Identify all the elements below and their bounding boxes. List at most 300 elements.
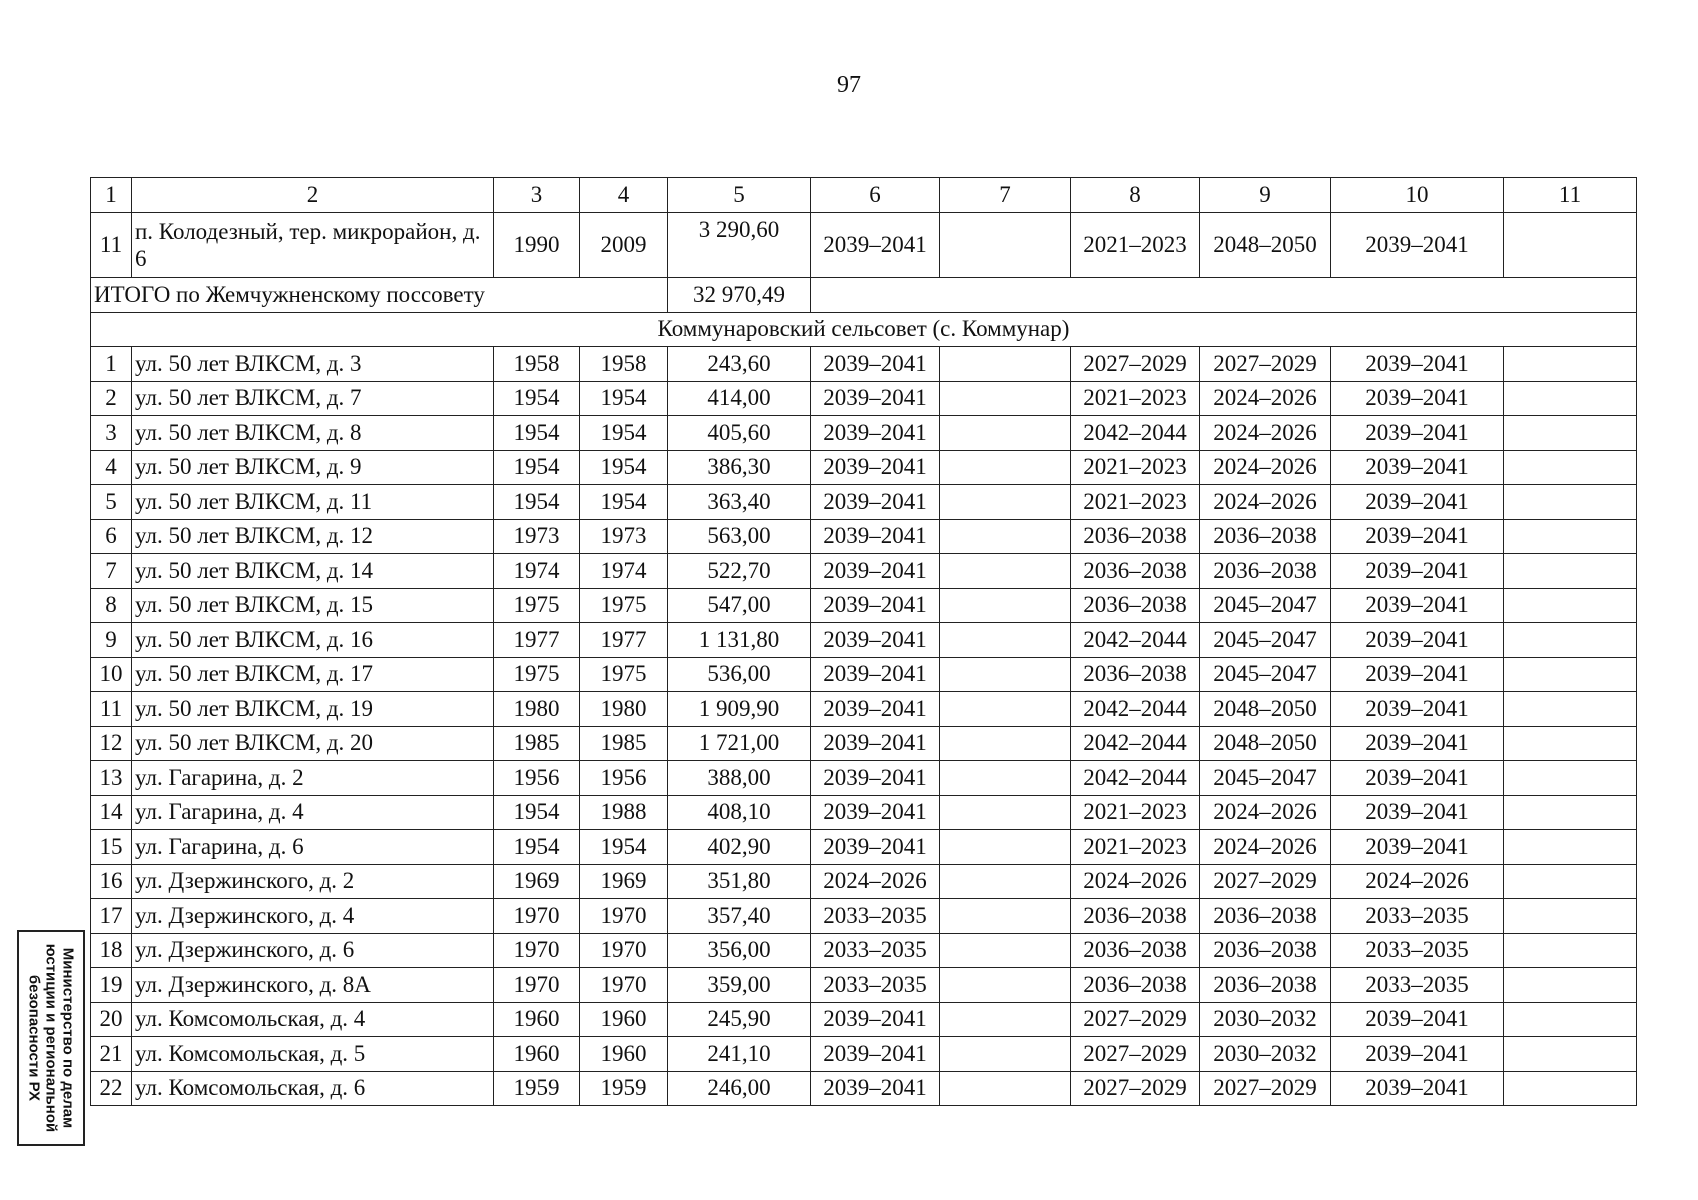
empty-cell: [1504, 761, 1637, 796]
year-built-cell: 1990: [494, 213, 580, 278]
period-cell: 2039–2041: [811, 381, 940, 416]
empty-cell: [1504, 588, 1637, 623]
period-cell: 2039–2041: [1331, 761, 1504, 796]
empty-cell: [940, 519, 1071, 554]
period-cell: 2036–2038: [1071, 657, 1200, 692]
column-number-cell: 3: [494, 178, 580, 213]
column-number-cell: 8: [1071, 178, 1200, 213]
period-cell: 2039–2041: [811, 588, 940, 623]
period-cell: 2036–2038: [1200, 933, 1331, 968]
year-cell: 1974: [580, 554, 668, 589]
period-cell: 2039–2041: [1331, 416, 1504, 451]
period-cell: 2039–2041: [1331, 554, 1504, 589]
address-cell: ул. 50 лет ВЛКСМ, д. 16: [132, 623, 494, 658]
row-number-cell: 10: [91, 657, 132, 692]
period-cell: 2039–2041: [811, 416, 940, 451]
empty-cell: [1504, 899, 1637, 934]
column-number-cell: 6: [811, 178, 940, 213]
year-built-cell: 1970: [494, 899, 580, 934]
empty-cell: [1504, 933, 1637, 968]
period-cell: 2039–2041: [1331, 588, 1504, 623]
empty-cell: [940, 795, 1071, 830]
period-cell: 2039–2041: [811, 1071, 940, 1106]
period-cell: 2039–2041: [811, 761, 940, 796]
period-cell: 2036–2038: [1071, 899, 1200, 934]
period-cell: 2039–2041: [811, 657, 940, 692]
area-cell: 351,80: [668, 864, 811, 899]
period-cell: 2021–2023: [1071, 450, 1200, 485]
table-row: [91, 450, 1637, 485]
year-cell: 1980: [580, 692, 668, 727]
table-row: [91, 213, 1637, 278]
address-cell: ул. Гагарина, д. 6: [132, 830, 494, 865]
empty-cell: [1504, 795, 1637, 830]
year-cell: 1975: [580, 588, 668, 623]
year-built-cell: 1974: [494, 554, 580, 589]
year-built-cell: 1954: [494, 416, 580, 451]
period-cell: 2027–2029: [1071, 1002, 1200, 1037]
address-cell: ул. 50 лет ВЛКСМ, д. 7: [132, 381, 494, 416]
section-row: [91, 312, 1637, 347]
year-built-cell: 1954: [494, 450, 580, 485]
total-value: 32 970,49: [668, 278, 811, 313]
period-cell: 2039–2041: [811, 830, 940, 865]
year-built-cell: 1973: [494, 519, 580, 554]
table-row: [91, 1071, 1637, 1106]
address-cell: ул. 50 лет ВЛКСМ, д. 15: [132, 588, 494, 623]
year-cell: 1954: [580, 450, 668, 485]
address-cell: ул. Дзержинского, д. 8А: [132, 968, 494, 1003]
address-cell: ул. 50 лет ВЛКСМ, д. 17: [132, 657, 494, 692]
period-cell: 2042–2044: [1071, 692, 1200, 727]
address-cell: ул. Дзержинского, д. 6: [132, 933, 494, 968]
empty-cell: [1504, 1002, 1637, 1037]
period-cell: 2024–2026: [1200, 450, 1331, 485]
table-row: [91, 933, 1637, 968]
period-cell: 2021–2023: [1071, 213, 1200, 278]
area-cell: 386,30: [668, 450, 811, 485]
area-cell: 356,00: [668, 933, 811, 968]
period-cell: 2045–2047: [1200, 657, 1331, 692]
column-number-row: [91, 178, 1637, 213]
period-cell: 2021–2023: [1071, 485, 1200, 520]
year-built-cell: 1956: [494, 761, 580, 796]
total-label: ИТОГО по Жемчужненскому поссовету: [91, 278, 668, 313]
row-number-cell: 6: [91, 519, 132, 554]
column-number-cell: 1: [91, 178, 132, 213]
address-cell: ул. Дзержинского, д. 2: [132, 864, 494, 899]
row-number-cell: 5: [91, 485, 132, 520]
period-cell: 2027–2029: [1200, 864, 1331, 899]
period-cell: 2042–2044: [1071, 416, 1200, 451]
year-built-cell: 1954: [494, 795, 580, 830]
period-cell: 2027–2029: [1071, 1071, 1200, 1106]
table-row: [91, 899, 1637, 934]
table-body: [91, 178, 1637, 1106]
empty-cell: [940, 864, 1071, 899]
address-cell: ул. Комсомольская, д. 5: [132, 1037, 494, 1072]
column-number-cell: 11: [1504, 178, 1637, 213]
period-cell: 2030–2032: [1200, 1037, 1331, 1072]
area-cell: 563,00: [668, 519, 811, 554]
table-row: [91, 485, 1637, 520]
row-number-cell: 18: [91, 933, 132, 968]
empty-cell: [940, 623, 1071, 658]
page-number: 97: [837, 72, 861, 98]
year-built-cell: 1975: [494, 588, 580, 623]
row-number-cell: 14: [91, 795, 132, 830]
row-number-cell: 22: [91, 1071, 132, 1106]
area-cell: 536,00: [668, 657, 811, 692]
period-cell: 2036–2038: [1200, 554, 1331, 589]
year-cell: 1954: [580, 485, 668, 520]
year-built-cell: 1975: [494, 657, 580, 692]
empty-cell: [940, 450, 1071, 485]
year-cell: 1970: [580, 933, 668, 968]
period-cell: 2036–2038: [1071, 933, 1200, 968]
year-built-cell: 1969: [494, 864, 580, 899]
housing-register-table: [90, 177, 1637, 1106]
empty-cell: [1504, 416, 1637, 451]
area-cell: 245,90: [668, 1002, 811, 1037]
empty-cell: [1504, 623, 1637, 658]
period-cell: 2033–2035: [1331, 899, 1504, 934]
area-cell: 357,40: [668, 899, 811, 934]
period-cell: 2024–2026: [1200, 381, 1331, 416]
period-cell: 2036–2038: [1200, 968, 1331, 1003]
period-cell: 2024–2026: [1200, 830, 1331, 865]
empty-cell: [940, 830, 1071, 865]
empty-cell: [1504, 1037, 1637, 1072]
empty-cell: [1504, 485, 1637, 520]
period-cell: 2039–2041: [1331, 623, 1504, 658]
table-row: [91, 830, 1637, 865]
address-cell: ул. 50 лет ВЛКСМ, д. 8: [132, 416, 494, 451]
period-cell: 2045–2047: [1200, 623, 1331, 658]
period-cell: 2039–2041: [811, 347, 940, 382]
period-cell: 2048–2050: [1200, 726, 1331, 761]
empty-cell: [940, 726, 1071, 761]
empty-cell: [940, 968, 1071, 1003]
address-cell: ул. Гагарина, д. 4: [132, 795, 494, 830]
row-number-cell: 11: [91, 213, 132, 278]
year-cell: 1985: [580, 726, 668, 761]
period-cell: 2036–2038: [1071, 554, 1200, 589]
table-row: [91, 761, 1637, 796]
period-cell: 2024–2026: [1200, 416, 1331, 451]
column-number-cell: 9: [1200, 178, 1331, 213]
address-cell: ул. Дзержинского, д. 4: [132, 899, 494, 934]
empty-cell: [1504, 726, 1637, 761]
row-number-cell: 11: [91, 692, 132, 727]
empty-cell: [940, 933, 1071, 968]
empty-cell: [1504, 864, 1637, 899]
period-cell: 2033–2035: [1331, 968, 1504, 1003]
empty-cell: [940, 416, 1071, 451]
period-cell: 2036–2038: [1071, 588, 1200, 623]
period-cell: 2039–2041: [1331, 1071, 1504, 1106]
empty-cell: [940, 657, 1071, 692]
row-number-cell: 19: [91, 968, 132, 1003]
empty-cell: [940, 381, 1071, 416]
stamp-text: [26, 932, 77, 1144]
period-cell: 2021–2023: [1071, 830, 1200, 865]
row-number-cell: 3: [91, 416, 132, 451]
year-built-cell: 1970: [494, 968, 580, 1003]
empty-cell: [940, 213, 1071, 278]
period-cell: 2048–2050: [1200, 692, 1331, 727]
period-cell: 2033–2035: [811, 968, 940, 1003]
total-empty-cell: [811, 278, 1637, 313]
year-cell: 1960: [580, 1037, 668, 1072]
period-cell: 2027–2029: [1071, 1037, 1200, 1072]
address-cell: ул. Комсомольская, д. 4: [132, 1002, 494, 1037]
address-cell: ул. Гагарина, д. 2: [132, 761, 494, 796]
year-cell: 2009: [580, 213, 668, 278]
empty-cell: [940, 761, 1071, 796]
address-cell: ул. 50 лет ВЛКСМ, д. 20: [132, 726, 494, 761]
year-built-cell: 1959: [494, 1071, 580, 1106]
address-cell: ул. 50 лет ВЛКСМ, д. 14: [132, 554, 494, 589]
column-number-cell: 4: [580, 178, 668, 213]
period-cell: 2039–2041: [1331, 519, 1504, 554]
year-cell: 1970: [580, 968, 668, 1003]
year-cell: 1970: [580, 899, 668, 934]
year-cell: 1973: [580, 519, 668, 554]
period-cell: 2024–2026: [1200, 795, 1331, 830]
period-cell: 2036–2038: [1071, 968, 1200, 1003]
period-cell: 2048–2050: [1200, 213, 1331, 278]
period-cell: 2042–2044: [1071, 761, 1200, 796]
address-cell: ул. 50 лет ВЛКСМ, д. 11: [132, 485, 494, 520]
empty-cell: [940, 1071, 1071, 1106]
area-cell: 359,00: [668, 968, 811, 1003]
period-cell: 2039–2041: [811, 450, 940, 485]
row-number-cell: 20: [91, 1002, 132, 1037]
period-cell: 2039–2041: [811, 519, 940, 554]
year-cell: 1988: [580, 795, 668, 830]
address-cell: ул. 50 лет ВЛКСМ, д. 9: [132, 450, 494, 485]
period-cell: 2039–2041: [811, 623, 940, 658]
address-cell: п. Колодезный, тер. микрорайон, д. 6: [132, 213, 494, 278]
period-cell: 2042–2044: [1071, 726, 1200, 761]
empty-cell: [1504, 381, 1637, 416]
row-number-cell: 8: [91, 588, 132, 623]
stamp-line: юстиции и региональной: [42, 943, 60, 1133]
empty-cell: [940, 588, 1071, 623]
stamp-line: Министерство по делам: [59, 947, 77, 1129]
empty-cell: [1504, 657, 1637, 692]
address-cell: ул. 50 лет ВЛКСМ, д. 12: [132, 519, 494, 554]
stamp-line: безопасности РХ: [25, 974, 43, 1102]
period-cell: 2039–2041: [1331, 347, 1504, 382]
address-cell: ул. 50 лет ВЛКСМ, д. 3: [132, 347, 494, 382]
section-title: Коммунаровский сельсовет (с. Коммунар): [91, 312, 1637, 347]
area-cell: 243,60: [668, 347, 811, 382]
period-cell: 2039–2041: [1331, 692, 1504, 727]
period-cell: 2036–2038: [1071, 519, 1200, 554]
period-cell: 2039–2041: [811, 692, 940, 727]
table-row: [91, 623, 1637, 658]
period-cell: 2036–2038: [1200, 519, 1331, 554]
area-cell: 363,40: [668, 485, 811, 520]
period-cell: 2039–2041: [1331, 450, 1504, 485]
year-built-cell: 1958: [494, 347, 580, 382]
area-cell: 241,10: [668, 1037, 811, 1072]
year-cell: 1959: [580, 1071, 668, 1106]
empty-cell: [1504, 450, 1637, 485]
period-cell: 2042–2044: [1071, 623, 1200, 658]
period-cell: 2039–2041: [811, 213, 940, 278]
period-cell: 2039–2041: [1331, 830, 1504, 865]
row-number-cell: 4: [91, 450, 132, 485]
year-built-cell: 1954: [494, 485, 580, 520]
empty-cell: [940, 554, 1071, 589]
total-row: [91, 278, 1637, 313]
period-cell: 2039–2041: [811, 1002, 940, 1037]
period-cell: 2033–2035: [811, 899, 940, 934]
row-number-cell: 13: [91, 761, 132, 796]
empty-cell: [940, 485, 1071, 520]
period-cell: 2030–2032: [1200, 1002, 1331, 1037]
period-cell: 2039–2041: [811, 485, 940, 520]
column-number-cell: 5: [668, 178, 811, 213]
table-row: [91, 519, 1637, 554]
period-cell: 2039–2041: [811, 795, 940, 830]
year-cell: 1960: [580, 1002, 668, 1037]
year-cell: 1975: [580, 657, 668, 692]
area-cell: 405,60: [668, 416, 811, 451]
period-cell: 2027–2029: [1200, 1071, 1331, 1106]
period-cell: 2021–2023: [1071, 795, 1200, 830]
row-number-cell: 9: [91, 623, 132, 658]
table-row: [91, 1037, 1637, 1072]
address-cell: ул. Комсомольская, д. 6: [132, 1071, 494, 1106]
area-cell: 3 290,60: [668, 213, 811, 278]
period-cell: 2033–2035: [811, 933, 940, 968]
area-cell: 246,00: [668, 1071, 811, 1106]
period-cell: 2039–2041: [1331, 1002, 1504, 1037]
period-cell: 2021–2023: [1071, 381, 1200, 416]
year-cell: 1956: [580, 761, 668, 796]
area-cell: 1 909,90: [668, 692, 811, 727]
period-cell: 2039–2041: [1331, 1037, 1504, 1072]
table-row: [91, 726, 1637, 761]
row-number-cell: 21: [91, 1037, 132, 1072]
table-row: [91, 588, 1637, 623]
table-row: [91, 347, 1637, 382]
year-built-cell: 1977: [494, 623, 580, 658]
address-cell: ул. 50 лет ВЛКСМ, д. 19: [132, 692, 494, 727]
period-cell: 2039–2041: [811, 1037, 940, 1072]
row-number-cell: 1: [91, 347, 132, 382]
empty-cell: [940, 1002, 1071, 1037]
table-row: [91, 416, 1637, 451]
period-cell: 2033–2035: [1331, 933, 1504, 968]
empty-cell: [940, 692, 1071, 727]
empty-cell: [1504, 519, 1637, 554]
year-built-cell: 1970: [494, 933, 580, 968]
empty-cell: [1504, 692, 1637, 727]
year-built-cell: 1980: [494, 692, 580, 727]
year-cell: 1954: [580, 416, 668, 451]
row-number-cell: 12: [91, 726, 132, 761]
table-row: [91, 1002, 1637, 1037]
row-number-cell: 17: [91, 899, 132, 934]
empty-cell: [940, 1037, 1071, 1072]
area-cell: 547,00: [668, 588, 811, 623]
year-cell: 1954: [580, 381, 668, 416]
period-cell: 2024–2026: [811, 864, 940, 899]
empty-cell: [940, 347, 1071, 382]
period-cell: 2024–2026: [1200, 485, 1331, 520]
row-number-cell: 7: [91, 554, 132, 589]
period-cell: 2039–2041: [1331, 381, 1504, 416]
table-row: [91, 554, 1637, 589]
area-cell: 414,00: [668, 381, 811, 416]
year-built-cell: 1985: [494, 726, 580, 761]
year-cell: 1954: [580, 830, 668, 865]
empty-cell: [1504, 1071, 1637, 1106]
column-number-cell: 2: [132, 178, 494, 213]
table-row: [91, 968, 1637, 1003]
table-row: [91, 795, 1637, 830]
period-cell: 2039–2041: [1331, 485, 1504, 520]
area-cell: 388,00: [668, 761, 811, 796]
year-built-cell: 1960: [494, 1002, 580, 1037]
year-built-cell: 1960: [494, 1037, 580, 1072]
area-cell: 402,90: [668, 830, 811, 865]
table-row: [91, 381, 1637, 416]
year-built-cell: 1954: [494, 381, 580, 416]
empty-cell: [1504, 830, 1637, 865]
period-cell: 2039–2041: [1331, 213, 1504, 278]
period-cell: 2039–2041: [811, 726, 940, 761]
period-cell: 2024–2026: [1331, 864, 1504, 899]
period-cell: 2045–2047: [1200, 588, 1331, 623]
area-cell: 1 721,00: [668, 726, 811, 761]
row-number-cell: 15: [91, 830, 132, 865]
period-cell: 2027–2029: [1071, 347, 1200, 382]
table-row: [91, 692, 1637, 727]
area-cell: 522,70: [668, 554, 811, 589]
empty-cell: [1504, 968, 1637, 1003]
ministry-stamp: [17, 930, 85, 1146]
period-cell: 2039–2041: [1331, 726, 1504, 761]
period-cell: 2039–2041: [811, 554, 940, 589]
period-cell: 2039–2041: [1331, 795, 1504, 830]
empty-cell: [1504, 213, 1637, 278]
area-cell: 1 131,80: [668, 623, 811, 658]
period-cell: 2027–2029: [1200, 347, 1331, 382]
table-row: [91, 864, 1637, 899]
area-cell: 408,10: [668, 795, 811, 830]
year-built-cell: 1954: [494, 830, 580, 865]
row-number-cell: 2: [91, 381, 132, 416]
column-number-cell: 10: [1331, 178, 1504, 213]
empty-cell: [1504, 347, 1637, 382]
year-cell: 1958: [580, 347, 668, 382]
year-cell: 1969: [580, 864, 668, 899]
period-cell: 2024–2026: [1071, 864, 1200, 899]
period-cell: 2039–2041: [1331, 657, 1504, 692]
table-row: [91, 657, 1637, 692]
period-cell: 2036–2038: [1200, 899, 1331, 934]
empty-cell: [1504, 554, 1637, 589]
period-cell: 2045–2047: [1200, 761, 1331, 796]
row-number-cell: 16: [91, 864, 132, 899]
year-cell: 1977: [580, 623, 668, 658]
